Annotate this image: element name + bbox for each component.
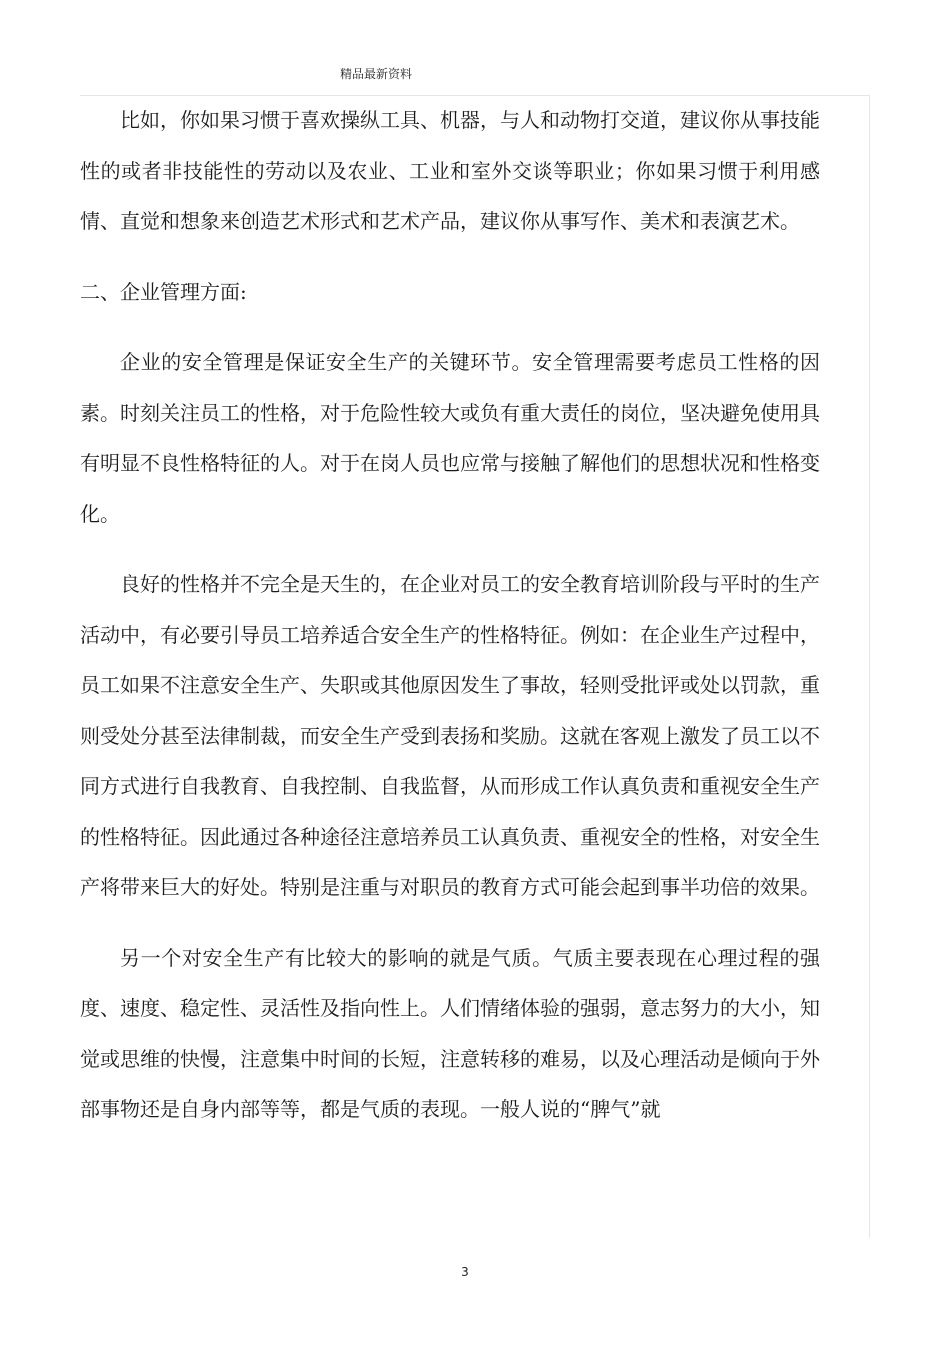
- page-header-label: 精品最新资料: [340, 67, 413, 81]
- paragraph-personality-training: 良好的性格并不完全是天生的，在企业对员工的安全教育培训阶段与平时的生产活动中，有必要引导员工培养适合安全生产的性格特征。例如：在企业生产过程中，员工如果不注意安全生产、失职或其他原因发生了事故，轻则受批评或处以罚款，重则受处分甚至法律制裁，而安全生产受到表扬和奖励。这就在客观上激发了员工以不同方式进行自我教育、自我控制、自我监督，从而形成工作认真负责和重视安全生产的性格特征。因此通过各种途径注意培养员工认真负责、重视安全的性格，对安全生产将带来巨大的好处。特别是注重与对职员的教育方式可能会起到事半功倍的效果。: [80, 572, 820, 899]
- paragraph-safety-management: 企业的安全管理是保证安全生产的关键环节。安全管理需要考虑员工性格的因素。时刻关注员工的性格，对于危险性较大或负有重大责任的岗位，坚决避免使用具有明显不良性格特征的人。对于在岗人员也应常与接触了解他们的思想状况和性格变化。: [80, 350, 820, 526]
- paragraph-gap: [80, 247, 820, 267]
- paragraph-gap: [80, 913, 820, 933]
- paragraph-gap: [80, 539, 820, 559]
- page-number: 3: [461, 1265, 469, 1279]
- document-body: [80, 95, 820, 1135]
- section-heading-enterprise-management: 二、企业管理方面:: [80, 279, 247, 304]
- paragraph-career-advice: 比如，你如果习惯于喜欢操纵工具、机器，与人和动物打交道，建议你从事技能性的或者非技能性的劳动以及农业、工业和室外交谈等职业；你如果习惯于利用感情、直觉和想象来创造艺术形式和艺术产品，建议你从事写作、美术和表演艺术。: [80, 108, 820, 233]
- right-margin-line: [869, 95, 870, 1238]
- paragraph-gap: [80, 317, 820, 337]
- paragraph-temperament: 另一个对安全生产有比较大的影响的就是气质。气质主要表现在心理过程的强度、速度、稳定性、灵活性及指向性上。人们情绪体验的强弱，意志努力的大小，知觉或思维的快慢，注意集中时间的长短，注意转移的难易，以及心理活动是倾向于外部事物还是自身内部等等，都是气质的表现。一般人说的“脾气”就: [80, 945, 820, 1121]
